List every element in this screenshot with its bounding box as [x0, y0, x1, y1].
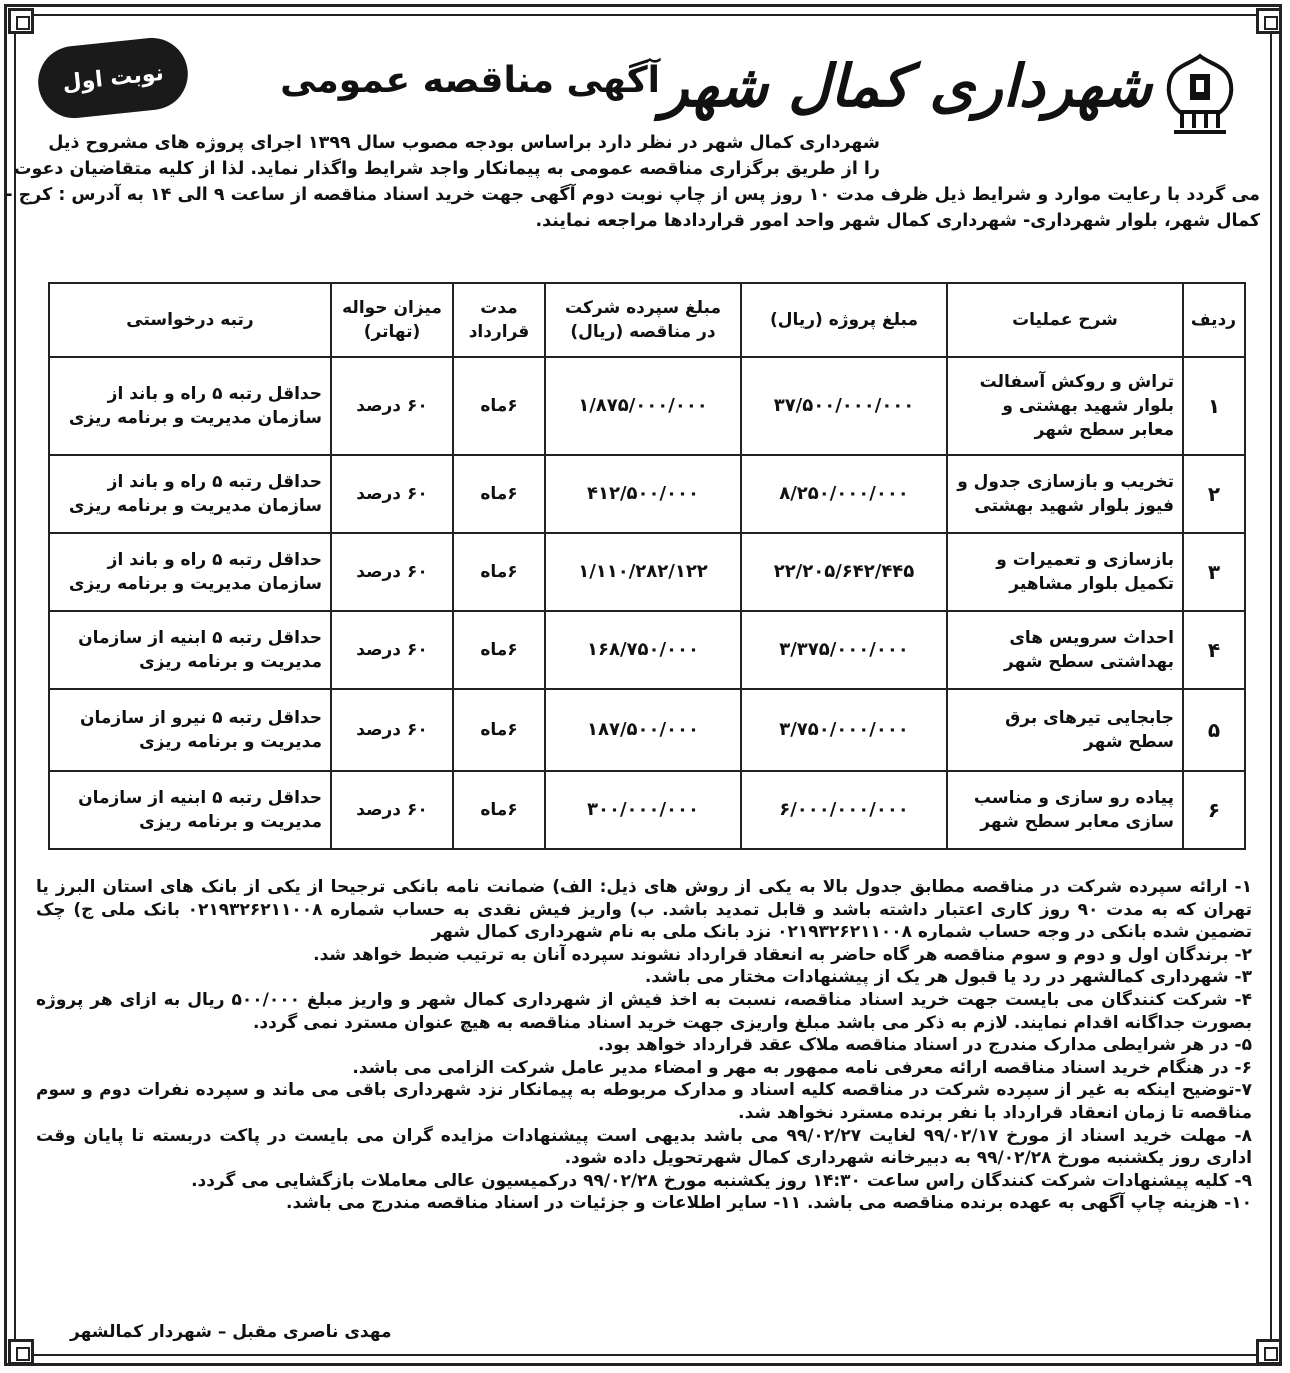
table-row: [49, 689, 1245, 771]
cell-row-no: ۲: [1183, 455, 1245, 533]
cell-rank: حداقل رتبه ۵ نیرو از سازمان مدیریت و برنامه ریزی: [49, 689, 331, 771]
corner-ornament: [1256, 8, 1282, 34]
col-header-rank: رتبه درخواستی: [49, 283, 331, 357]
cell-project-amount: ۳/۷۵۰/۰۰۰/۰۰۰: [741, 689, 947, 771]
table-row: [49, 533, 1245, 611]
cell-deposit: ۱/۸۷۵/۰۰۰/۰۰۰: [545, 357, 741, 455]
corner-ornament: [8, 1339, 34, 1365]
intro-line: می گردد با رعایت موارد و شرایط ذیل ظرف مدت ۱۰ روز پس از چاپ نوبت دوم آگهی جهت خرید اسناد مناقصه از ساعت ۹ الی ۱۴ به آدرس : کرج -: [5, 185, 1260, 205]
cell-duration: ۶ماه: [453, 611, 545, 689]
col-header-deposit: مبلغ سپرده شرکت در مناقصه (ریال): [545, 283, 741, 357]
edition-badge: نوبت اول: [35, 34, 192, 121]
cell-description: پیاده رو سازی و مناسب سازی معابر سطح شهر: [947, 771, 1183, 849]
table-row: [49, 611, 1245, 689]
cell-row-no: ۱: [1183, 357, 1245, 455]
condition-item: ۲- برندگان اول و دوم و سوم مناقصه هر گاه حاضر به انعقاد قرارداد نشوند سپرده آنان به ترتیب ضبط خواهد شد.: [313, 944, 1252, 965]
cell-duration: ۶ماه: [453, 455, 545, 533]
intro-paragraph: [0, 130, 1290, 234]
condition-item: ۷-توضیح اینکه به غیر از سپرده شرکت در مناقصه کلیه اسناد و مدارک مربوطه به پیمانکار نزد شهرداری باقی می ماند و سپرده نفرات دوم و سوم مناقصه تا زمان انعقاد قرارداد با نفر برنده مسترد نخواهد شد.: [36, 1080, 1252, 1123]
cell-duration: ۶ماه: [453, 771, 545, 849]
condition-item: ۹- کلیه پیشنهادات شرکت کنندگان راس ساعت ۱۴:۳۰ روز یکشنبه مورخ ۹۹/۰۲/۲۸ درکمیسیون عالی معاملات بازگشایی می گردد.: [191, 1170, 1252, 1191]
conditions-list: [36, 876, 1252, 1215]
cell-description: بازسازی و تعمیرات و تکمیل بلوار مشاهیر: [947, 533, 1183, 611]
condition-item: ۱- ارائه سپرده شرکت در مناقصه مطابق جدول بالا به یکی از روش های ذیل: الف) ضمانت نامه بانکی ترجیحا از یکی از بانک های استان البرز یا تهران که به مدت ۹۰ روز کاری اعتبار داشته باشد و قابل تمدید باشد. ب) واریز فیش نقدی به حساب شماره ۰۲۱۹۳۲۶۲۱۱۰۰۸ بانک ملی ج) چک تضمین شده بانکی در وجه حساب شماره ۰۲۱۹۳۲۶۲۱۱۰۰۸ نزد بانک ملی به نام شهرداری کمال شهر: [36, 877, 1253, 943]
col-header-project-amount: مبلغ پروژه (ریال): [741, 283, 947, 357]
cell-description: جابجایی تیرهای برق سطح شهر: [947, 689, 1183, 771]
cell-rank: حداقل رتبه ۵ راه و باند از سازمان مدیریت و برنامه ریزی: [49, 357, 331, 455]
col-header-description: شرح عملیات: [947, 283, 1183, 357]
cell-rank: حداقل رتبه ۵ ابنیه از سازمان مدیریت و برنامه ریزی: [49, 771, 331, 849]
condition-item: ۴- شرکت کنندگان می بایست جهت خرید اسناد مناقصه، نسبت به اخذ فیش از شهرداری کمال شهر و واریز مبلغ ۵۰۰/۰۰۰ ریال به ازای هر پروژه بصورت جداگانه اقدام نمایند. لازم به ذکر می باشد مبلغ واریزی جهت خرید اسناد مناقصه به هیچ عنوان مسترد نمی گردد.: [36, 989, 1252, 1033]
cell-deposit: ۳۰۰/۰۰۰/۰۰۰: [545, 771, 741, 849]
cell-row-no: ۵: [1183, 689, 1245, 771]
cell-transfer: ۶۰ درصد: [331, 611, 453, 689]
cell-row-no: ۶: [1183, 771, 1245, 849]
col-header-row-no: ردیف: [1183, 283, 1245, 357]
cell-description: تخریب و بازسازی جدول و فیوز بلوار شهید بهشتی: [947, 455, 1183, 533]
cell-project-amount: ۳/۳۷۵/۰۰۰/۰۰۰: [741, 611, 947, 689]
table-row: [49, 357, 1245, 455]
condition-item: ۵- در هر شرایطی مدارک مندرج در اسناد مناقصه ملاک عقد قرارداد خواهد بود.: [597, 1035, 1252, 1056]
condition-item: ۶- در هنگام خرید اسناد مناقصه ارائه معرفی نامه ممهور به مهر و امضاء مدیر عامل شرکت الزامی می باشد.: [352, 1057, 1252, 1078]
projects-table: [48, 282, 1246, 850]
municipality-logo-icon: [1160, 50, 1240, 140]
cell-transfer: ۶۰ درصد: [331, 357, 453, 455]
signature: مهدی ناصری مقبل – شهردار کمالشهر: [70, 1322, 392, 1342]
corner-ornament: [1256, 1339, 1282, 1365]
cell-deposit: ۱۶۸/۷۵۰/۰۰۰: [545, 611, 741, 689]
cell-rank: حداقل رتبه ۵ ابنیه از سازمان مدیریت و برنامه ریزی: [49, 611, 331, 689]
cell-deposit: ۴۱۲/۵۰۰/۰۰۰: [545, 455, 741, 533]
cell-row-no: ۳: [1183, 533, 1245, 611]
cell-project-amount: ۳۷/۵۰۰/۰۰۰/۰۰۰: [741, 357, 947, 455]
page-title: آگهی مناقصه عمومی: [280, 60, 660, 101]
cell-rank: حداقل رتبه ۵ راه و باند از سازمان مدیریت و برنامه ریزی: [49, 533, 331, 611]
intro-line: کمال شهر، بلوار شهرداری- شهرداری کمال شهر واحد امور قراردادها مراجعه نمایند.: [535, 211, 1260, 231]
cell-transfer: ۶۰ درصد: [331, 533, 453, 611]
col-header-duration: مدت قرارداد: [453, 283, 545, 357]
cell-row-no: ۴: [1183, 611, 1245, 689]
condition-item: ۱۰- هزینه چاپ آگهی به عهده برنده مناقصه می باشد. ۱۱- سایر اطلاعات و جزئیات در اسناد مناقصه مندرج می باشد.: [286, 1193, 1252, 1214]
org-name: شهرداری کمال شهر: [660, 52, 1152, 120]
col-header-transfer: میزان حواله (تهاتر): [331, 283, 453, 357]
intro-line: شهرداری کمال شهر در نظر دارد براساس بودجه مصوب سال ۱۳۹۹ اجرای پروژه های مشروح ذیل: [48, 133, 880, 153]
cell-project-amount: ۸/۲۵۰/۰۰۰/۰۰۰: [741, 455, 947, 533]
cell-project-amount: ۲۲/۲۰۵/۶۴۲/۴۴۵: [741, 533, 947, 611]
table-row: [49, 771, 1245, 849]
table-row: [49, 455, 1245, 533]
cell-deposit: ۱۸۷/۵۰۰/۰۰۰: [545, 689, 741, 771]
cell-deposit: ۱/۱۱۰/۲۸۲/۱۲۲: [545, 533, 741, 611]
cell-description: احداث سرویس های بهداشتی سطح شهر: [947, 611, 1183, 689]
cell-duration: ۶ماه: [453, 533, 545, 611]
intro-line: را از طریق برگزاری مناقصه عمومی به پیمانکار واجد شرایط واگذار نماید. لذا از کلیه متقاضیان دعوت: [13, 159, 880, 179]
cell-duration: ۶ماه: [453, 689, 545, 771]
cell-description: تراش و روکش آسفالت بلوار شهید بهشتی و معابر سطح شهر: [947, 357, 1183, 455]
cell-transfer: ۶۰ درصد: [331, 771, 453, 849]
condition-item: ۳- شهرداری کمالشهر در رد یا قبول هر یک از پیشنهادات مختار می باشد.: [644, 967, 1252, 988]
table-header-row: [49, 283, 1245, 357]
cell-project-amount: ۶/۰۰۰/۰۰۰/۰۰۰: [741, 771, 947, 849]
cell-duration: ۶ماه: [453, 357, 545, 455]
condition-item: ۸- مهلت خرید اسناد از مورخ ۹۹/۰۲/۱۷ لغایت ۹۹/۰۲/۲۷ می باشد بدیهی است پیشنهادات مزایده گران می بایست در پاکت دربسته تا پایان وقت اداری روز یکشنبه مورخ ۹۹/۰۲/۲۸ به دبیرخانه شهرداری کمال شهرتحویل داده شود.: [36, 1125, 1252, 1169]
corner-ornament: [8, 8, 34, 34]
cell-rank: حداقل رتبه ۵ راه و باند از سازمان مدیریت و برنامه ریزی: [49, 455, 331, 533]
cell-transfer: ۶۰ درصد: [331, 455, 453, 533]
cell-transfer: ۶۰ درصد: [331, 689, 453, 771]
